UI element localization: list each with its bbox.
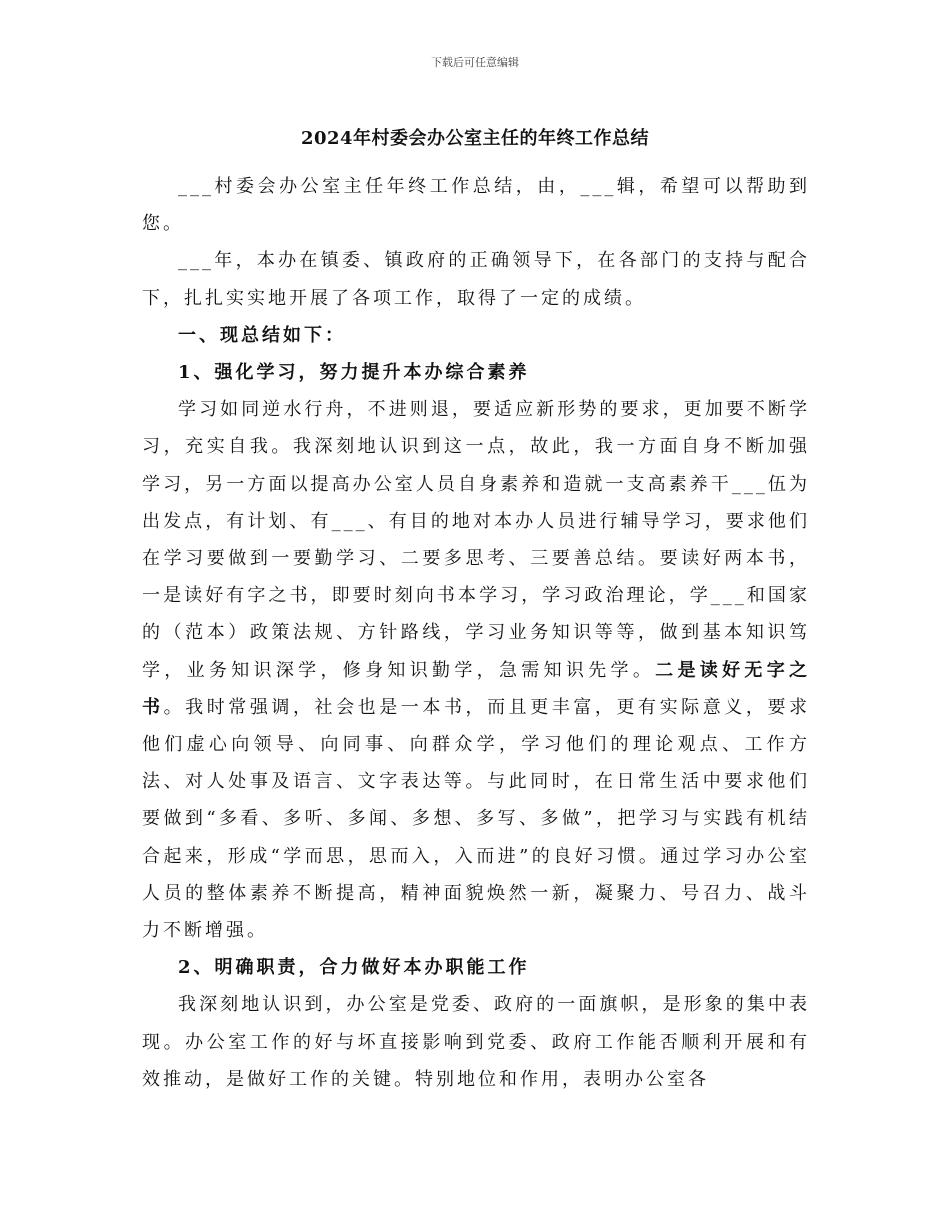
intro-paragraph: ___村委会办公室主任年终工作总结，由，___辑，希望可以帮助到您。 bbox=[142, 176, 810, 235]
study-paragraph-part-1: 学习如同逆水行舟，不进则退，要适应新形势的要求，更加要不断学习，充实自我。我深刻地认识到这一点，故此，我一方面自身不断加强学习，另一方面以提高办公室人员自身素养和造就一支高素养干___伍为出发点，有计划、有___、有目的地对本办人员进行辅导学习，要求他们在学习要做到一要勤学习、二要多思考、三要善总结。要读好两本书，一是读好有字之书，即要时刻向书本学习，学习政治理论，学___和国家的（范本）政策法规、方针路线，学习业务知识等等，做到基本知识笃学，业务知识深学，修身知识勤学，急需知识先学。 bbox=[142, 399, 810, 681]
summary-paragraph: ___年，本办在镇委、镇政府的正确领导下，在各部门的支持与配合下，扎扎实实地开展了各项工作，取得了一定的成绩。 bbox=[142, 250, 810, 309]
section-heading-study: 1、强化学习，努力提升本办综合素养 bbox=[178, 362, 530, 384]
study-paragraph-part-2: 。我时常强调，社会也是一本书，而且更丰富，更有实际意义，要求他们虚心向领导、向同事、向群众学，学习他们的理论观点、工作方法、对人处事及语言、文字表达等。与此同时，在日常生活中要求他们要做到“多看、多听、多闻、多想、多写、多做”，把学习与实践有机结合起来，形成“学而思，思而入，入而进”的良好习惯。通过学习办公室人员的整体素养不断提高，精神面貌焕然一新，凝聚力、号召力、战斗力不断增强。 bbox=[142, 696, 811, 942]
study-paragraph-bold-phrase: 二是读好无字之书 bbox=[142, 659, 811, 718]
header-note: 下载后可任意编辑 bbox=[431, 56, 519, 69]
study-paragraph bbox=[142, 391, 810, 949]
section-heading-overview: 一、现总结如下： bbox=[178, 324, 346, 346]
document-body bbox=[142, 168, 810, 1098]
section-heading-duties: 2、明确职责，合力做好本办职能工作 bbox=[178, 957, 530, 979]
document-title: 2024年村委会办公室主任的年终工作总结 bbox=[300, 128, 650, 149]
duties-paragraph: 我深刻地认识到，办公室是党委、政府的一面旗帜，是形象的集中表现。办公室工作的好与坏直接影响到党委、政府工作能否顺利开展和有效推动，是做好工作的关键。特别地位和作用，表明办公室各 bbox=[142, 994, 810, 1090]
